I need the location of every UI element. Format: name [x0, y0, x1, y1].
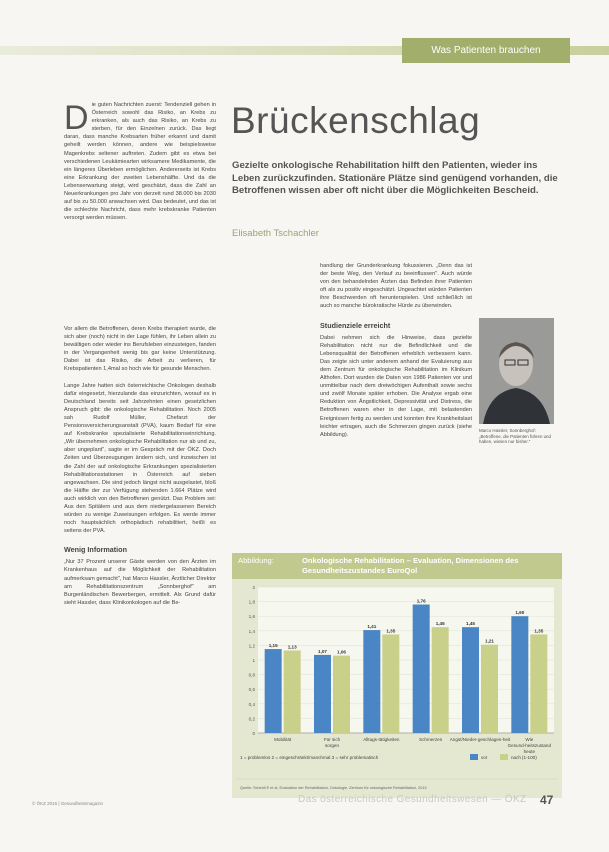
subheading: Wenig Information — [64, 545, 127, 555]
y-tick-label: 1 — [252, 658, 255, 663]
paragraph: „Nur 37 Prozent unserer Gäste werden von den Ärzten im Krankenhaus auf die Möglichkeit der Rehabilitation aufmerksam gemacht", hat Marco Hassler, Ärztlicher Direktor am Rehabilitationszentrum „Sonnberghof" am Burgenländischen Bewerbergen, ermittelt. Als Grund dafür sieht Hassler, dass Klinikonkologen auf die Be- — [64, 559, 216, 606]
bar — [314, 655, 331, 733]
data-label: 1,76 — [416, 598, 426, 604]
page-number: 47 — [540, 793, 554, 807]
y-tick-label: 1,2 — [248, 643, 255, 649]
data-label: 1,07 — [318, 648, 327, 654]
y-tick-label: 1,8 — [248, 599, 255, 605]
legend-label: nach — [511, 755, 521, 760]
bar — [530, 634, 547, 733]
author-name: Elisabeth Tschachler — [232, 228, 319, 239]
column-wide — [64, 325, 216, 607]
paragraph: D ie guten Nachrichten zuerst: Tendenziell gehen in Österreich sowohl das Risiko, an Krebs zu erkranken, als auch das Risiko, an Krebs zu sterben, für den Einzelnen zurück. Das liegt daran, dass manche Krebsarten früher erkannt und damit geheilt werden können, andere wie beispielsweise Magenkrebs seltener auftreten. Zudem gibt es etwa bei verschiedenen Leukämiearten wirksamere Medikamente, die ein längeres Überleben ermöglichen. Andererseits ist Krebs eine Erkrankung der zweiten Lebenshälfte. Und da die Lebenserwartung steigt, wird geschätzt, dass die Zahl an Neuerkrankungen pro Jahr von derzeit rund 38.000 bis 2030 auf bis zu 50.000 anwachsen wird. Das bedeutet, und das ist die schlechte Nachricht, dass mehr krebskranke Patienten versorgt werden müssen. — [64, 99, 216, 222]
y-tick-label: 0,6 — [248, 687, 255, 693]
data-label: 1,35 — [386, 628, 396, 634]
photo-caption: Marco Hassler, Sonnberghof: „Betroffene, die Patienten führen und haben, wissen nur bisher." — [479, 428, 551, 445]
x-tick-label: Alltags-tätigkeiten — [363, 737, 400, 742]
bar — [265, 649, 282, 733]
chart-source: Quelle: Scheidl E et al, Evaluation der Rehabilitation, Onkologie, Zentrum für onkologische Rehabilitation, 2015 — [240, 786, 427, 790]
portrait-image — [479, 318, 554, 424]
data-label: 1,15 — [268, 643, 278, 649]
legend-label: vor — [481, 755, 488, 760]
bar — [511, 616, 528, 733]
y-tick-label: 0 — [252, 731, 255, 736]
paragraph: Vor allem die Betroffenen, deren Krebs therapiert wurde, die sich aber (noch) nicht in der Lage fühlen, ihr Leben allein zu bewältigen oder wieder ins Berufsleben einzusteigen, fanden in der Vergangenheit wenig bis gar keine Unterstützung. Dabei ist das Risiko, die Arbeit zu verlieren, für Krebspatienten 1,4mal so hoch wie für gesunde Menschen. — [64, 326, 216, 373]
x-tick-label: Angst/Nieder-geschlagen-heit — [449, 737, 511, 742]
article-title: Brückenschlag — [231, 100, 481, 141]
y-tick-label: 1,6 — [248, 614, 255, 620]
paragraph: Lange Jahre hatten sich österreichische Onkologen deshalb dafür eingesetzt, hierzulande das einzurichten, worauf es in Deutschland bereits seit Jahrzehnten einen gesetzlichen Anspruch gibt: die onkologische Rehabilitation. Noch 2005 sah Rudolf Müller, Chefarzt der Pensionsversicherungsanstalt (PVA), kaum Bedarf für eine auf Krebskranke spezialisierte Rehabilitationseinrichtung. „Wir übernehmen onkologische Rehabilitation nur ab und zu, aber ungeplant", sagte er im Gespräch mit der ÖKZ. Doch Zeiten und Überzeugungen ändern sich, und inzwischen ist die Zahl der auf onkologische Erkrankungen spezialisierten Rehabilitationsstationen in Österreich auf sieben angewachsen. Die sind jedoch längst nicht ausgelastet, bloß die Hälfte der zur Verfügung stehenden 1.664 Plätze wird auch wirklich von den Betroffenen genützt. Das Problem sei: Aus den Spitälern und aus dem niedergelassenen Bereich würden zu wenige Zuweisungen erfolgen. Es werde immer noch hauptsächlich orthopädisch rehabilitiert, heißt es seitens der PVA. — [64, 382, 216, 535]
chart-label: Abbildung: — [238, 556, 274, 565]
subheading: Studienziele erreicht — [320, 320, 391, 330]
y-tick-label: 2 — [252, 585, 255, 590]
x-tick-label: Gesund-heitszustand — [507, 743, 552, 748]
data-label: 1,13 — [287, 644, 297, 650]
bar — [413, 605, 430, 733]
article-lead: Gezielte onkologische Rehabilitation hilft den Patienten, wieder ins Leben zurückzufinden. Stationäre Plätze sind genügend vorhanden, die Betroffenen wissen aber oft nicht über die Möglichkeiten Bescheid. — [232, 160, 558, 196]
data-label: 1,35 — [534, 628, 544, 634]
footer-right: Das österreichische Gesundheitswesen — ÖKZ — [298, 794, 527, 805]
y-tick-label: 1,4 — [248, 628, 255, 634]
bar — [432, 627, 449, 733]
bar — [481, 645, 498, 733]
footer-left: © ÖKZ 2016 | Gesundheitsmagazin — [32, 801, 104, 806]
x-tick-label: (1-100) — [521, 755, 537, 760]
y-tick-label: 0,2 — [248, 716, 255, 722]
section-tag: Was Patienten brauchen — [402, 38, 570, 63]
portrait-photo — [479, 318, 554, 424]
x-tick-label: Für sich — [323, 737, 341, 742]
bar — [382, 634, 399, 733]
data-label: 1,45 — [435, 621, 445, 627]
x-tick-label: Schmerzen — [419, 737, 443, 742]
chart-title: Onkologische Rehabilitation – Evaluation, Dimensionen des Gesundheitszustandes EuroQol — [302, 556, 519, 575]
x-tick-label: Mobilität — [274, 737, 292, 742]
chart-figure — [232, 553, 562, 798]
paragraph: handlung der Grunderkrankung fokussieren. „Denn das ist der beste Weg, den Verlauf zu beeinflussen". Auch würde von den behandelnden Ärzten das Befinden ihrer Patienten oft als zu positiv eingeschätzt. Ungeachtet würden Patienten ihre Beschwerden oft herunterspielen. Und schließlich ist auch so manche bürokratische Hürde zu überwinden. — [320, 263, 472, 310]
paragraph: Dabei nehmen sich die Hinweise, dass gezielte Rehabilitation nicht nur die Befindlichkeit und die Lebensqualität der Betroffenen erheblich verbessern kann. Das zeigte sich unter anderem anhand der Evaluierung aus dem Zentrum für onkologische Rehabilitation im Klinikum Althofen. Dort wurden die Daten von 1986 Patienten vor und unmittelbar nach dem dreiwöchigen Aufenthalt sowie sechs und zwölf Monate später erhoben. Die Analyse ergab eine Reduktion von Ängstlichkeit, Depressivität und Distress, die Betroffenen waren eher in der Lage, mit belastenden Ereignissen fertig zu werden und konnten ihre Krankheitslast leichter ertragen, auch die Schmerzen gingen zurück (siehe Abbildung). — [320, 334, 472, 438]
data-label: 1,06 — [337, 649, 346, 655]
data-label: 1,60 — [515, 610, 525, 616]
data-label: 1,41 — [367, 624, 377, 630]
legend-note: 1 = problemlos 2 = eingeschränkt/manchmal 3 = sehr problematisch — [240, 755, 379, 760]
bar — [284, 651, 301, 733]
bar — [363, 630, 380, 733]
data-label: 1,21 — [485, 638, 494, 644]
data-label: 1,45 — [466, 621, 475, 627]
legend-swatch — [470, 754, 478, 760]
x-tick-label: sorgen — [324, 743, 340, 748]
x-tick-label: heute — [523, 749, 536, 754]
y-tick-label: 0,8 — [248, 672, 255, 678]
bar — [333, 656, 350, 733]
bar — [462, 627, 479, 733]
column-right — [320, 262, 472, 439]
drop-cap: D — [64, 99, 89, 137]
x-tick-label: Wie — [525, 737, 534, 742]
column-left — [64, 101, 216, 222]
y-tick-label: 0,4 — [248, 701, 255, 707]
bar-chart — [232, 553, 562, 798]
legend-swatch — [500, 754, 508, 760]
